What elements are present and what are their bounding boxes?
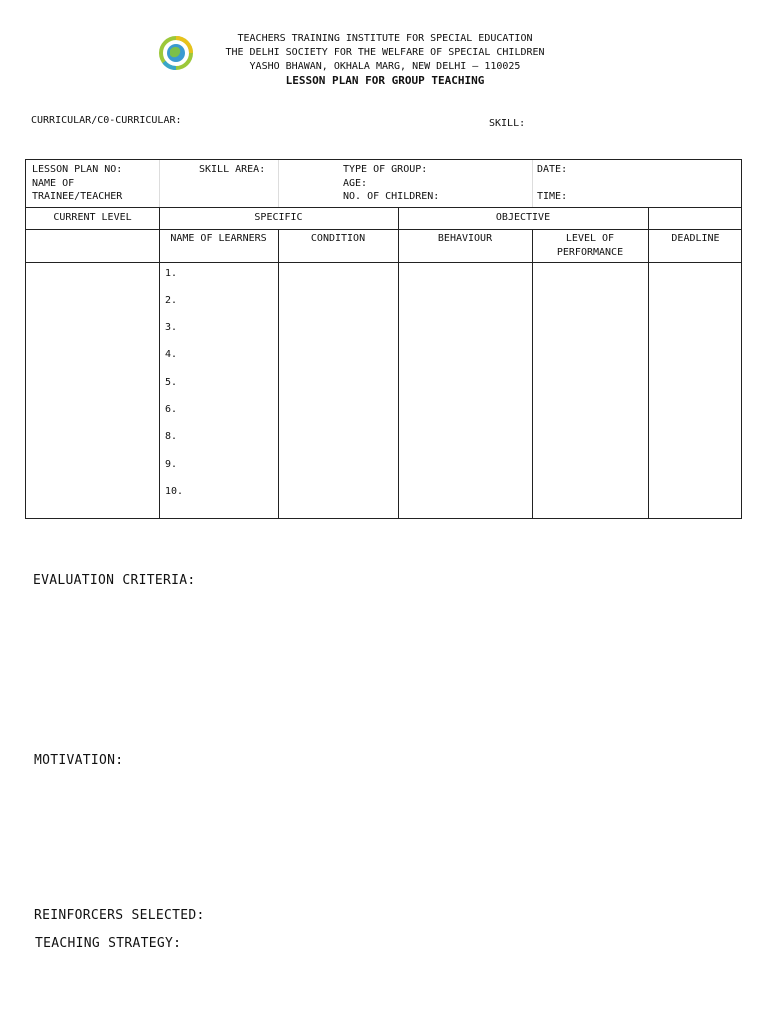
specific-header: SPECIFIC	[254, 212, 303, 223]
lesson-plan-table	[25, 159, 742, 519]
header-line-1: TEACHERS TRAINING INSTITUTE FOR SPECIAL EDUCATION	[237, 33, 533, 44]
objective-header: OBJECTIVE	[495, 212, 551, 223]
table-rule	[26, 229, 741, 230]
learner-number: 8.	[165, 431, 178, 442]
table-rule	[648, 207, 649, 518]
table-rule	[532, 229, 533, 518]
curricular-label: CURRICULAR/C0-CURRICULAR:	[31, 115, 182, 126]
time-label: TIME:	[537, 191, 568, 202]
table-rule	[278, 229, 279, 518]
teaching-strategy-label: TEACHING STRATEGY:	[35, 936, 182, 951]
evaluation-criteria-label: EVALUATION CRITERIA:	[33, 573, 196, 588]
level-of-performance-header	[532, 232, 648, 259]
motivation-label: MOTIVATION:	[34, 753, 124, 768]
behaviour-header: BEHAVIOUR	[437, 233, 493, 244]
table-rule	[398, 207, 399, 518]
level-of-label: LEVEL OF	[565, 233, 615, 244]
learner-number: 6.	[165, 404, 178, 415]
deadline-header: DEADLINE	[671, 233, 720, 244]
table-rule	[159, 207, 160, 518]
learner-number: 4.	[165, 349, 178, 360]
trainee-teacher-label: TRAINEE/TEACHER	[32, 191, 123, 202]
reinforcers-selected-label: REINFORCERS SELECTED:	[34, 908, 205, 923]
learner-number: 2.	[165, 295, 178, 306]
document-title: LESSON PLAN FOR GROUP TEACHING	[285, 74, 485, 87]
name-of-learners-header: NAME OF LEARNERS	[170, 233, 267, 244]
header-line-2: THE DELHI SOCIETY FOR THE WELFARE OF SPECIAL CHILDREN	[225, 47, 545, 58]
no-of-children-label: NO. OF CHILDREN:	[343, 191, 440, 202]
learner-number: 5.	[165, 377, 178, 388]
condition-header: CONDITION	[310, 233, 366, 244]
info-cell-group	[343, 163, 439, 204]
learner-number: 9.	[165, 459, 178, 470]
table-rule	[26, 207, 741, 208]
lesson-plan-no-label: LESSON PLAN NO:	[32, 164, 123, 175]
info-cell-teacher	[32, 163, 122, 204]
learner-number: 10.	[165, 486, 184, 497]
institute-header	[200, 32, 570, 88]
learner-number: 1.	[165, 268, 178, 279]
performance-label: PERFORMANCE	[556, 246, 624, 258]
type-of-group-label: TYPE OF GROUP:	[343, 164, 428, 175]
current-level-header: CURRENT LEVEL	[53, 212, 132, 223]
institute-logo	[158, 34, 194, 72]
skill-label: SKILL:	[489, 118, 526, 129]
table-rule	[26, 262, 741, 263]
learner-number: 3.	[165, 322, 178, 333]
age-label: AGE:	[343, 177, 368, 189]
name-of-label: NAME OF	[32, 177, 75, 189]
date-label: DATE:	[537, 164, 568, 175]
skill-area-label: SKILL AREA:	[199, 164, 266, 175]
header-line-3: YASHO BHAWAN, OKHALA MARG, NEW DELHI – 110025	[249, 61, 521, 72]
